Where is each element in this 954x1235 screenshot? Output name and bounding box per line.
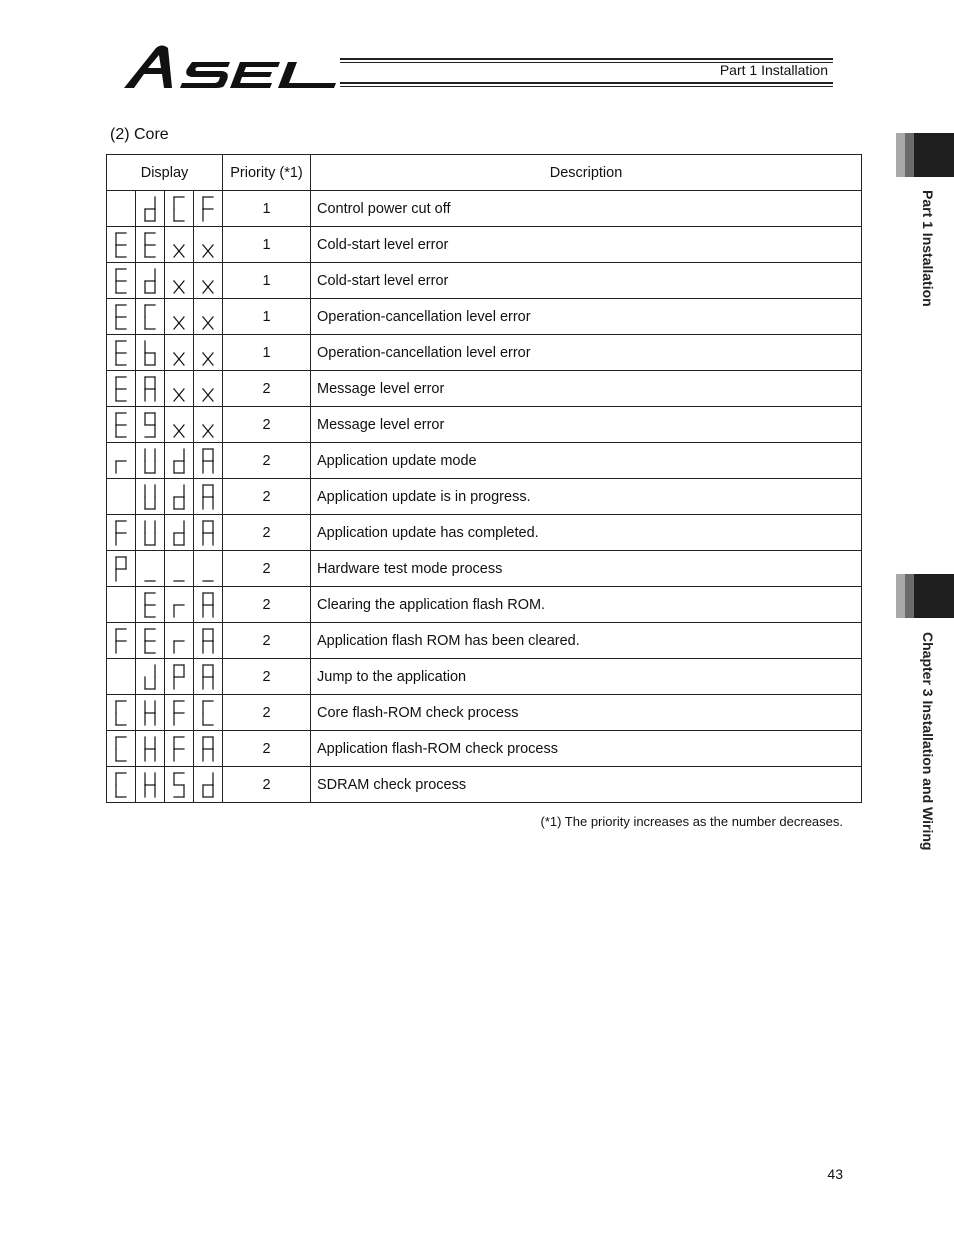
segment-glyph [142,662,158,692]
segment-glyph [142,266,158,296]
display-digit-cell [165,695,194,731]
description-cell: SDRAM check process [311,767,862,803]
display-digit-cell [107,731,136,767]
display-digit-cell [136,587,165,623]
segment-glyph [200,230,216,260]
segment-glyph [113,518,129,548]
description-cell: Application update has completed. [311,515,862,551]
segment-glyph [142,374,158,404]
section-heading: (2) Core [110,126,169,143]
display-digit-cell [107,371,136,407]
segment-glyph [171,266,187,296]
display-digit-cell [136,695,165,731]
segment-glyph [171,410,187,440]
priority-cell: 1 [223,263,311,299]
segment-glyph [113,554,129,584]
display-digit-cell [107,767,136,803]
segment-glyph [200,698,216,728]
priority-cell: 1 [223,227,311,263]
segment-glyph [171,554,187,584]
display-digit-cell [107,407,136,443]
segment-glyph [200,626,216,656]
segment-glyph [113,698,129,728]
segment-glyph [142,518,158,548]
display-digit-cell [194,767,223,803]
display-digit-cell [194,191,223,227]
segment-glyph [200,446,216,476]
display-digit-cell [107,443,136,479]
display-digit-cell [107,335,136,371]
description-cell: Control power cut off [311,191,862,227]
table-row [107,515,862,551]
description-cell: Core flash-ROM check process [311,695,862,731]
segment-glyph [142,194,158,224]
description-cell: Cold-start level error [311,263,862,299]
segment-glyph [113,410,129,440]
table-row [107,335,862,371]
display-digit-cell [165,191,194,227]
segment-glyph [171,518,187,548]
display-digit-cell [107,659,136,695]
display-digit-cell [194,731,223,767]
display-digit-cell [194,515,223,551]
display-digit-cell [194,551,223,587]
display-digit-cell [136,479,165,515]
display-digit-cell [194,263,223,299]
segment-glyph [171,230,187,260]
priority-cell: 1 [223,191,311,227]
description-cell: Clearing the application flash ROM. [311,587,862,623]
priority-cell: 2 [223,479,311,515]
table-row [107,695,862,731]
table-row [107,443,862,479]
segment-glyph [113,734,129,764]
display-digit-cell [107,227,136,263]
segment-glyph [113,230,129,260]
table-row [107,263,862,299]
description-cell: Operation-cancellation level error [311,335,862,371]
priority-cell: 2 [223,407,311,443]
display-digit-cell [165,371,194,407]
table-row [107,551,862,587]
segment-glyph [142,446,158,476]
asel-logo [122,44,352,90]
segment-glyph [200,302,216,332]
display-digit-cell [165,659,194,695]
table-row [107,299,862,335]
segment-glyph [142,410,158,440]
page-number: 43 [827,1166,843,1182]
display-digit-cell [136,767,165,803]
segment-glyph [171,338,187,368]
display-digit-cell [107,191,136,227]
segment-glyph [113,626,129,656]
table-row [107,623,862,659]
display-digit-cell [194,695,223,731]
segment-glyph [200,590,216,620]
display-digit-cell [165,515,194,551]
description-cell: Hardware test mode process [311,551,862,587]
display-digit-cell [194,371,223,407]
description-cell: Application update mode [311,443,862,479]
display-digit-cell [107,551,136,587]
header-description: Description [311,155,862,191]
segment-glyph [142,302,158,332]
priority-cell: 2 [223,659,311,695]
display-digit-cell [136,551,165,587]
display-digit-cell [194,299,223,335]
header-priority: Priority (*1) [223,155,311,191]
description-cell: Message level error [311,371,862,407]
table-row [107,659,862,695]
priority-cell: 2 [223,767,311,803]
segment-glyph [142,482,158,512]
display-digit-cell [194,623,223,659]
segment-glyph [113,446,129,476]
display-digit-cell [107,623,136,659]
segment-glyph [171,734,187,764]
segment-glyph [171,662,187,692]
table-row [107,407,862,443]
priority-cell: 2 [223,623,311,659]
segment-glyph [171,446,187,476]
segment-glyph [171,590,187,620]
display-digit-cell [136,299,165,335]
segment-glyph [113,266,129,296]
description-cell: Application flash ROM has been cleared. [311,623,862,659]
segment-glyph [142,734,158,764]
display-digit-cell [136,371,165,407]
display-digit-cell [165,443,194,479]
display-digit-cell [136,227,165,263]
description-cell: Cold-start level error [311,227,862,263]
priority-cell: 2 [223,443,311,479]
footnote: (*1) The priority increases as the number decreases. [540,814,843,829]
display-digit-cell [136,659,165,695]
display-digit-cell [194,587,223,623]
display-digit-cell [136,443,165,479]
table-row [107,479,862,515]
segment-glyph [142,770,158,800]
display-digit-cell [194,227,223,263]
description-cell: Operation-cancellation level error [311,299,862,335]
display-digit-cell [165,551,194,587]
segment-glyph [171,482,187,512]
table-row [107,191,862,227]
display-digit-cell [107,299,136,335]
status-code-table [106,154,862,803]
segment-glyph [200,374,216,404]
segment-glyph [200,662,216,692]
segment-glyph [142,626,158,656]
display-digit-cell [165,263,194,299]
segment-glyph [200,734,216,764]
description-cell: Application update is in progress. [311,479,862,515]
display-digit-cell [136,407,165,443]
table-row [107,767,862,803]
table-row [107,587,862,623]
segment-glyph [200,554,216,584]
segment-glyph [200,770,216,800]
priority-cell: 2 [223,731,311,767]
priority-cell: 2 [223,695,311,731]
display-digit-cell [107,587,136,623]
header-section-label: Part 1 Installation [719,62,828,78]
segment-glyph [171,770,187,800]
display-digit-cell [194,407,223,443]
display-digit-cell [165,227,194,263]
segment-glyph [113,770,129,800]
display-digit-cell [194,479,223,515]
segment-glyph [200,194,216,224]
segment-glyph [142,698,158,728]
display-digit-cell [165,623,194,659]
segment-glyph [171,698,187,728]
display-digit-cell [107,695,136,731]
segment-glyph [171,194,187,224]
segment-glyph [113,302,129,332]
display-digit-cell [136,335,165,371]
display-digit-cell [136,191,165,227]
segment-glyph [200,482,216,512]
display-digit-cell [194,659,223,695]
display-digit-cell [165,335,194,371]
table-row [107,371,862,407]
priority-cell: 1 [223,299,311,335]
display-digit-cell [136,623,165,659]
segment-glyph [200,518,216,548]
description-cell: Message level error [311,407,862,443]
segment-glyph [200,410,216,440]
side-tab-part [896,133,954,177]
display-digit-cell [165,587,194,623]
segment-glyph [171,374,187,404]
side-text-chapter: Chapter 3 Installation and Wiring [920,632,936,851]
display-digit-cell [165,299,194,335]
segment-glyph [113,338,129,368]
segment-glyph [113,374,129,404]
display-digit-cell [136,731,165,767]
table-row [107,731,862,767]
display-digit-cell [165,407,194,443]
display-digit-cell [136,515,165,551]
table-header-row [107,155,862,191]
display-digit-cell [107,263,136,299]
segment-glyph [142,554,158,584]
segment-glyph [142,230,158,260]
display-digit-cell [194,443,223,479]
description-cell: Jump to the application [311,659,862,695]
segment-glyph [142,338,158,368]
segment-glyph [200,266,216,296]
display-digit-cell [165,479,194,515]
display-digit-cell [194,335,223,371]
display-digit-cell [136,263,165,299]
segment-glyph [171,626,187,656]
display-digit-cell [107,479,136,515]
display-digit-cell [165,767,194,803]
priority-cell: 2 [223,551,311,587]
description-cell: Application flash-ROM check process [311,731,862,767]
display-digit-cell [107,515,136,551]
display-digit-cell [165,731,194,767]
segment-glyph [200,338,216,368]
segment-glyph [171,302,187,332]
table-row [107,227,862,263]
side-text-part: Part 1 Installation [920,190,936,307]
segment-glyph [142,590,158,620]
side-tab-chapter [896,574,954,618]
priority-cell: 2 [223,587,311,623]
priority-cell: 2 [223,515,311,551]
header-display: Display [107,155,223,191]
priority-cell: 1 [223,335,311,371]
priority-cell: 2 [223,371,311,407]
